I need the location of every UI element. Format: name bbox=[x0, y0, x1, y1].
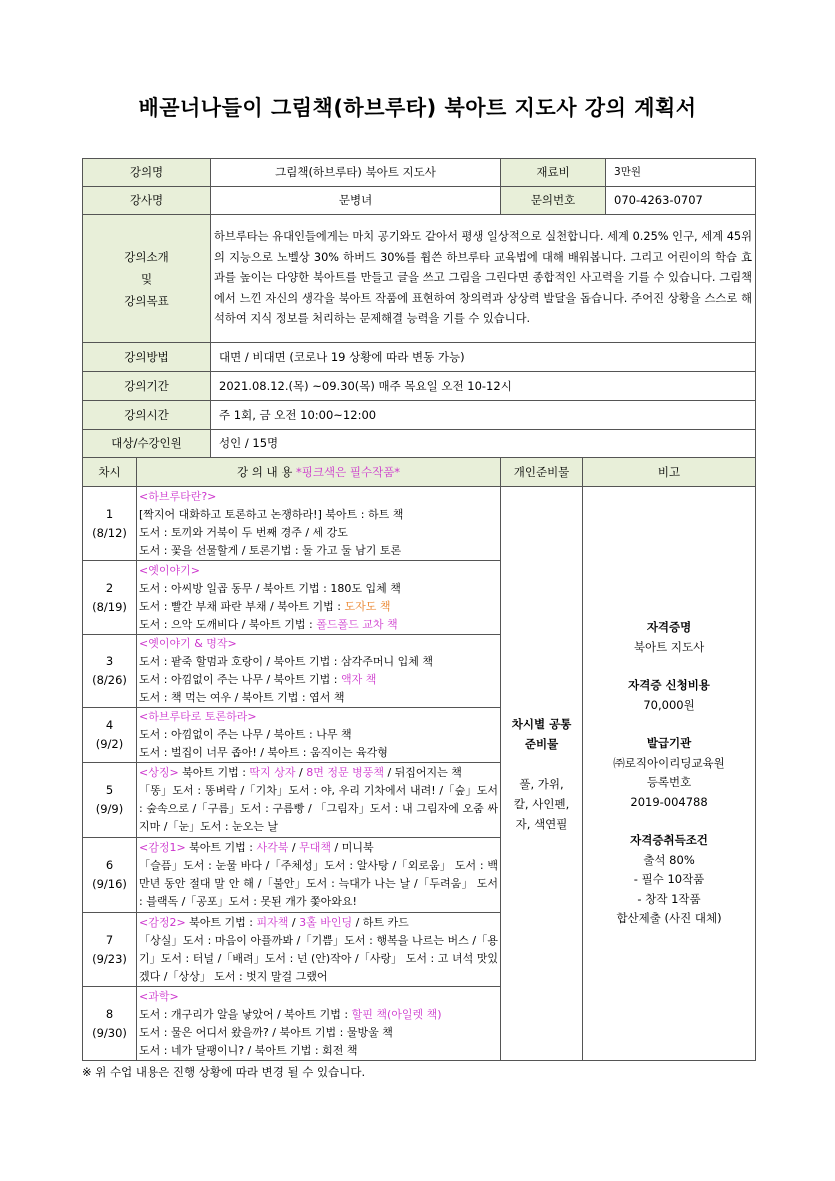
content-header-note: *핑크색은 필수작품* bbox=[296, 464, 401, 479]
cert-label: 자격증명 bbox=[646, 620, 692, 635]
session-topic: <감정1> bbox=[139, 841, 186, 854]
content-header: 강 의 내 용 *핑크색은 필수작품* bbox=[137, 458, 501, 487]
content-text: 「상실」도서 : 마음이 아플까봐 /「기쁨」도서 : 행복을 나르는 버스 /「용기」도서 : 터널 /「배려」도서 : 넌 (안)작아 /「사랑」 도서 : 고 녀석 맛있겠다 /「상상」 도서 : 벗지 말걸 그랬어 bbox=[139, 933, 499, 983]
period-row bbox=[83, 372, 756, 401]
session-content bbox=[137, 838, 501, 913]
period-label: 강의기간 bbox=[83, 372, 211, 401]
intro-text: 하브루타는 유대인들에게는 마치 공기와도 같아서 평생 일상적으로 실천합니다. 세계 0.25% 인구, 세계 45위의 지능으로 노벨상 30% 하버드 30%를 휩쓴 하브루타 교육법에 대해 배워봅니다. 그리고 어린이의 학습 효과를 높이는 다양한 북아트를 만들고 글을 쓰고 그림을 그린다면 종합적인 사고력을 기를 수 있습니다. 그림책에서 느낀 자신의 생각을 북아트 작품에 표현하여 창의력과 상상력 발달을 돕습니다. 주어진 상황을 스스로 해석하여 지식 정보를 처리하는 문제해결 능력을 기를 수 있습니다. bbox=[211, 215, 756, 343]
content-line: 도서 : 아낌없이 주는 나무 / 북아트 기법 : 액자 책 bbox=[139, 673, 377, 686]
time-row bbox=[83, 401, 756, 430]
session-content bbox=[137, 487, 501, 561]
method-label: 강의방법 bbox=[83, 343, 211, 372]
session-number: 2 (8/19) bbox=[83, 561, 137, 635]
cert-value: 북아트 지도사 bbox=[633, 639, 705, 654]
session-number: 4 (9/2) bbox=[83, 708, 137, 763]
session-number: 3 (8/26) bbox=[83, 635, 137, 708]
target-value: 성인 / 15명 bbox=[211, 430, 756, 458]
note-header: 비고 bbox=[583, 458, 756, 487]
session-content bbox=[137, 708, 501, 763]
time-label: 강의시간 bbox=[83, 401, 211, 430]
issuer-label: 발급기관 bbox=[646, 736, 692, 751]
prep-header: 개인준비물 bbox=[501, 458, 583, 487]
contact-label: 문의번호 bbox=[501, 187, 606, 215]
common-supplies: 차시별 공통 준비물 풀, 가위, 칼, 사인펜, 자, 색연필 bbox=[501, 487, 583, 1061]
content-line: 도서 : 벌집이 너무 좁아! / 북아트 : 움직이는 육각형 bbox=[139, 746, 388, 759]
session-topic: <상징> bbox=[139, 766, 179, 779]
intro-label: 강의소개 및 강의목표 bbox=[83, 215, 211, 343]
course-label: 강의명 bbox=[83, 159, 211, 187]
session-content bbox=[137, 635, 501, 708]
content-line: <감정1> 북아트 기법 : 사각북 / 무대책 / 미니북 bbox=[139, 841, 374, 854]
content-line: 도서 : 아낌없이 주는 나무 / 북아트 : 나무 책 bbox=[139, 728, 352, 741]
period-value: 2021.08.12.(목) ~09.30(목) 매주 목요일 오전 10-12시 bbox=[211, 372, 756, 401]
content-line: 도서 : 으악 도깨비다 / 북아트 기법 : 폴드폴드 교차 책 bbox=[139, 617, 398, 631]
session-content bbox=[137, 987, 501, 1061]
content-text: 「똥」도서 : 똥벼락 /「기차」도서 : 야, 우리 기차에서 내려! /「숲」도서 : 숲속으로 /「구름」도서 : 구름빵 / 「그림자」도서 : 내 그림자에 오줌 싸지마 /「눈」도서 : 눈오는 날 bbox=[139, 784, 499, 833]
method-value: 대면 / 비대면 (코로나 19 상황에 따라 변동 가능) bbox=[211, 343, 756, 372]
content-line: <감정2> 북아트 기법 : 피자책 / 3홀 바인딩 / 하트 카드 bbox=[139, 915, 409, 929]
content-line: 도서 : 아씨방 일곱 동무 / 북아트 기법 : 180도 입체 책 bbox=[139, 581, 401, 595]
time-value: 주 1회, 금 오전 10:00~12:00 bbox=[211, 401, 756, 430]
session-content bbox=[137, 913, 501, 987]
reg-label: 등록번호 bbox=[646, 775, 692, 790]
session-number: 8 (9/30) bbox=[83, 987, 137, 1061]
session-topic: <옛이야기 & 명작> bbox=[139, 637, 237, 650]
session-row bbox=[83, 487, 756, 561]
session-number: 1 (8/12) bbox=[83, 487, 137, 561]
footer-note: ※ 위 수업 내용은 진행 상황에 따라 변경 될 수 있습니다. bbox=[82, 1065, 366, 1079]
issuer-value: ㈜로직아이리딩교육원 bbox=[613, 755, 725, 770]
schedule-header-row bbox=[83, 458, 756, 487]
fee-value: 3만원 bbox=[606, 159, 756, 187]
session-number: 6 (9/16) bbox=[83, 838, 137, 913]
session-topic: <옛이야기> bbox=[139, 563, 200, 577]
target-row bbox=[83, 430, 756, 458]
cond-label: 자격증취득조건 bbox=[630, 833, 708, 848]
fee-label: 재료비 bbox=[501, 159, 606, 187]
document-title: 배곧너나들이 그림책(하브루타) 북아트 지도사 강의 계획서 bbox=[138, 96, 697, 120]
session-topic: <하브루타란?> bbox=[139, 489, 217, 503]
lecture-plan-table bbox=[82, 158, 756, 1061]
instructor-row bbox=[83, 187, 756, 215]
reg-value: 2019-004788 bbox=[630, 794, 708, 809]
course-value: 그림책(하브루타) 북아트 지도사 bbox=[211, 159, 501, 187]
course-row bbox=[83, 159, 756, 187]
session-header: 차시 bbox=[83, 458, 137, 487]
content-line: 도서 : 책 먹는 여우 / 북아트 기법 : 엽서 책 bbox=[139, 691, 345, 704]
session-number: 7 (9/23) bbox=[83, 913, 137, 987]
intro-row bbox=[83, 215, 756, 343]
content-line: 도서 : 개구리가 알을 낳았어 / 북아트 기법 : 할핀 책(아일렛 책) bbox=[139, 1007, 442, 1021]
session-number: 5 (9/9) bbox=[83, 763, 137, 838]
contact-value: 070-4263-0707 bbox=[606, 187, 756, 215]
content-line: 도서 : 물은 어디서 왔을까? / 북아트 기법 : 물방울 책 bbox=[139, 1025, 393, 1039]
cost-label: 자격증 신청비용 bbox=[628, 678, 710, 693]
content-line: 도서 : 꽃을 선물할게 / 토론기법 : 둘 가고 둘 남기 토론 bbox=[139, 543, 402, 557]
cost-value: 70,000원 bbox=[643, 697, 695, 712]
method-row bbox=[83, 343, 756, 372]
session-topic: <하브루타로 토론하라> bbox=[139, 710, 257, 723]
target-label: 대상/수강인원 bbox=[83, 430, 211, 458]
session-topic: <감정2> bbox=[139, 915, 186, 929]
instructor-value: 문병녀 bbox=[211, 187, 501, 215]
content-line: <상징> 북아트 기법 : 딱지 상자 / 8면 정문 병풍책 / 뒤집어지는 책 bbox=[139, 766, 462, 779]
content-line: [짝지어 대화하고 토론하고 논쟁하라!] 북아트 : 하트 책 bbox=[139, 507, 404, 521]
content-line: 도서 : 토끼와 거북이 두 번째 경주 / 세 강도 bbox=[139, 525, 348, 539]
certificate-info: 자격증명 북아트 지도사 자격증 신청비용 70,000원 발급기관 ㈜로직아이리딩교육원 등록번호 2019-004788 자격증취득조건 출석 80% - 필수 10작품 - 창작 1작품 합산제출 (사진 대체) bbox=[583, 487, 756, 1061]
session-content bbox=[137, 561, 501, 635]
content-line: 도서 : 빨간 부채 파란 부채 / 북아트 기법 : 도자도 책 bbox=[139, 599, 391, 613]
content-line: 도서 : 팥죽 할멈과 호랑이 / 북아트 기법 : 삼각주머니 입체 책 bbox=[139, 655, 433, 668]
session-content bbox=[137, 763, 501, 838]
content-line: 도서 : 네가 달팽이니? / 북아트 기법 : 회전 책 bbox=[139, 1043, 358, 1057]
content-text: 「슬픔」도서 : 눈물 바다 /「주체성」도서 : 알사탕 /「외로움」 도서 : 백 만년 동안 절대 말 안 해 /「불안」도서 : 늑대가 나는 날 /「두려움」 도서 : 블랙독 /「공포」도서 : 못된 개가 쫓아와요! bbox=[139, 859, 499, 908]
session-topic: <과학> bbox=[139, 989, 179, 1003]
instructor-label: 강사명 bbox=[83, 187, 211, 215]
